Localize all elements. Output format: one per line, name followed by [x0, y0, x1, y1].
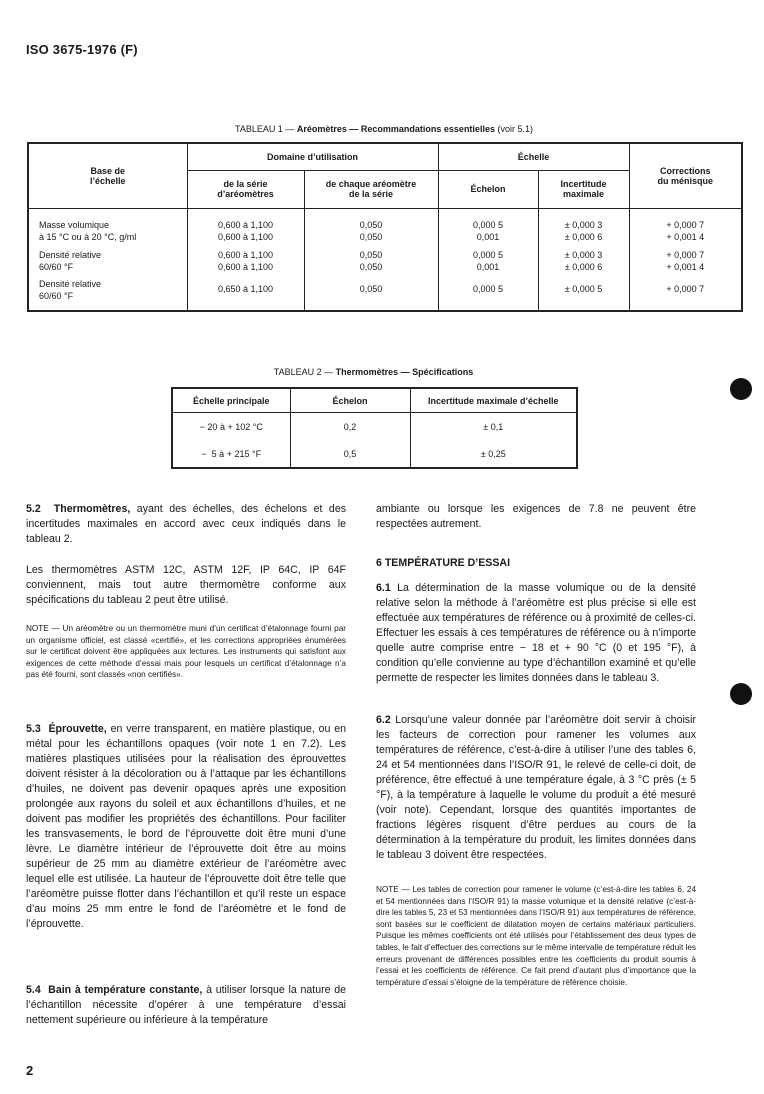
- th-echelon: Échelon: [290, 388, 410, 413]
- th-chaque: de chaque aréomètre de la série: [304, 170, 438, 208]
- margin-mark: [730, 683, 752, 705]
- cell-corrections: + 0,000 7 + 0,001 4: [629, 244, 742, 275]
- cell-base: Densité relative 60/60 °F: [39, 279, 102, 301]
- th-domaine: Domaine d’utilisation: [187, 143, 438, 170]
- table-row: [172, 440, 577, 468]
- table-row: [172, 413, 577, 441]
- table2: [171, 387, 578, 469]
- table1-caption: [27, 124, 741, 134]
- th-echelle-principale: Échelle principale: [172, 388, 290, 413]
- section-6-heading: 6 TEMPÉRATURE D’ESSAI: [376, 557, 511, 569]
- table1-caption-prefix: TABLEAU 1 —: [235, 124, 297, 134]
- cell-incertitude: ± 0,000 5: [538, 275, 629, 311]
- section-5-2: [26, 502, 346, 547]
- section-number: 5.2: [26, 503, 41, 515]
- cell-echelon: 0,000 5 0,001: [438, 244, 538, 275]
- cell-base: Masse volumique à 15 °C ou à 20 °C, g/ml: [39, 219, 137, 242]
- section-title: Éprouvette,: [48, 723, 107, 735]
- section-title: Thermomètres,: [53, 503, 131, 515]
- th-base: Base de l’échelle: [28, 143, 187, 208]
- section-number: 6.2: [376, 714, 391, 726]
- section-number: 5.4: [26, 984, 41, 996]
- cell-echelon: 0,000 5 0,001: [438, 208, 538, 244]
- page-number: 2: [26, 1063, 34, 1078]
- cell-corrections: + 0,000 7 + 0,001 4: [629, 208, 742, 244]
- cell-echelle: − 5 à + 215 °F: [201, 448, 262, 459]
- table2-caption: [171, 367, 576, 377]
- th-serie: de la série d’aréomètres: [187, 170, 304, 208]
- table-row: [28, 208, 742, 244]
- note-certificat: NOTE — Un aréomètre ou un thermomètre muni d’un certificat d’étalonnage fourni par un organisme officiel, est classé «certifié», et les corrections appropriées énumérées sur le certificat doivent être appliquées aux lectures. Les instruments qui satisfont aux exigences de cette méthode d’essai mais pour lesquels un certificat d’étalonnage n’a pas été fourni, sont classés «non certifiés».: [26, 624, 346, 680]
- section-5-3: [26, 722, 346, 932]
- section-6-1: [376, 581, 696, 686]
- table1-caption-ref: (voir 5.1): [494, 124, 533, 134]
- cell-chaque: 0,050 0,050: [304, 208, 438, 244]
- cell-echelon: 0,2: [290, 413, 410, 441]
- th-echelle: Échelle: [438, 143, 629, 170]
- cell-serie: 0,650 à 1,100: [187, 275, 304, 311]
- document-id: ISO 3675-1976 (F): [26, 42, 138, 57]
- cell-echelon: 0,5: [290, 440, 410, 468]
- th-corrections: Corrections du ménisque: [629, 143, 742, 208]
- cell-incertitude: ± 0,000 3 ± 0,000 6: [538, 244, 629, 275]
- cell-serie: 0,600 à 1,100 0,600 à 1,100: [187, 208, 304, 244]
- table-row: [28, 275, 742, 311]
- section-text: Lorsqu’une valeur donnée par l’aréomètre doit servir à choisir les facteurs de correction pour ramener les volumes aux températures de référence, c’est-à-dire à utiliser l’une des tables 6, 24 et 54 mentionnées dans l’ISO/R 91, le relevé de celle-ci doit, de préférence, être effectué à une température égale, à 3 °C près (± 5 °F), à la température à laquelle le volume du produit a été mesuré (voir note). Cependant, lorsque des quantités importantes de fractions légères risquent d’être perdues au cours de la détermination à la température du produit, les limites données dans le tableau 3 doivent être respectées.: [376, 714, 696, 861]
- paragraph-thermometres: Les thermomètres ASTM 12C, ASTM 12F, IP 64C, IP 64F conviennent, mais tout autre thermomètre conforme aux spécifications du tableau 2 peut être utilisé.: [26, 564, 346, 606]
- margin-mark: [730, 378, 752, 400]
- section-6-2: [376, 713, 696, 863]
- note-tables-correction: NOTE — Les tables de correction pour ramener le volume (c’est-à-dire les tables 6, 24 et 54 mentionnées dans l’ISO/R 91) la masse volumique et la densité relative (c’est-à-dire les tables 5, 23 et 53 mentionnées dans l’ISO/R 91) aux températures de référence, sont basées sur le coefficient de dilatation moyen de certains matériaux particuliers. Puisque les mêmes coefficients ont été utilisés pour l’établissement des deux types de tables, le fait d’effectuer des corrections sur le même intervalle de température réduit les erreurs provenant de différences possibles entre les coefficients du produit soumis à l’essai et les coefficients de référence. Ce fait prend d’autant plus d’importance que la température d’essai s’éloigne de la température de référence choisie.: [376, 885, 696, 987]
- section-title: Bain à température constante,: [48, 984, 203, 996]
- cell-chaque: 0,050: [304, 275, 438, 311]
- section-text: en verre transparent, en matière plastique, ou en métal pour les échantillons opaques (voir note 1 en 7.2). Les matières plastiques utilisées pour la réalisation des éprouvettes doivent résister à la décoloration ou à l’attaque par les échantillons d’huiles, ne doivent pas devenir opaques après une exposition prolongée aux rayons du soleil et aux échantillons d’huiles, et ne doivent pas modifier les propriétés des échantillons. Pour faciliter les transvasements, le bord de l’éprouvette doit être muni d’une lèvre. Le diamètre intérieur de l’éprouvette doit être au moins supérieur de 25 mm au diamètre extérieur de l’aréomètre avec lequel elle est utilisée. La hauteur de l’éprouvette doit être telle que l’aréomètre puisse flotter dans l’échantillon et qu’il reste un espace d’au moins 25 mm entre le fond de l’aréomètre et le fond de l’éprouvette.: [26, 723, 346, 930]
- cell-chaque: 0,050 0,050: [304, 244, 438, 275]
- section-text: La détermination de la masse volumique ou de la densité relative selon la méthode à l’aréomètre est plus précise si elle est effectuée aux températures de référence ou à proximité de celles-ci. Effectuer les essais à ces températures de référence ou à n’importe quelle autre comprise entre − 18 et + 90 °C (0 et 195 °F), à condition qu’elle convienne au type d’échantillon examiné et qu’elle permette de respecter les limites données dans le tableau 3.: [376, 582, 696, 684]
- table1-caption-title: Aréomètres — Recommandations essentielles: [296, 124, 495, 134]
- cell-echelon: 0,000 5: [438, 275, 538, 311]
- section-text: ayant des échelles, des échelons et des incertitudes maximales en accord avec ceux indiqués dans le tableau 2.: [26, 503, 347, 545]
- paragraph-continuation: ambiante ou lorsque les exigences de 7.8 ne peuvent être respectées autrement.: [376, 503, 696, 530]
- th-incertitude: Incertitude maximale: [538, 170, 629, 208]
- section-text: à utiliser lorsque la nature de l’échantillon nécessite d’opérer à une température d’essai nettement supérieure ou inférieure à la température: [26, 984, 347, 1026]
- table1: [27, 142, 743, 312]
- cell-incertitude: ± 0,25: [410, 440, 577, 468]
- cell-echelle: − 20 à + 102 °C: [199, 421, 263, 432]
- th-echelon: Échelon: [438, 170, 538, 208]
- cell-incertitude: ± 0,000 3 ± 0,000 6: [538, 208, 629, 244]
- cell-base: Densité relative 60/60 °F: [39, 250, 102, 272]
- cell-corrections: + 0,000 7: [629, 275, 742, 311]
- section-5-4: [26, 983, 346, 1028]
- cell-serie: 0,600 à 1,100 0,600 à 1,100: [187, 244, 304, 275]
- cell-incertitude: ± 0,1: [410, 413, 577, 441]
- th-incertitude-max: Incertitude maximale d’échelle: [410, 388, 577, 413]
- section-number: 5.3: [26, 723, 41, 735]
- table-row: [28, 244, 742, 275]
- section-number: 6.1: [376, 582, 391, 594]
- table2-caption-title: Thermomètres — Spécifications: [335, 367, 474, 377]
- table2-caption-prefix: TABLEAU 2 —: [273, 367, 336, 377]
